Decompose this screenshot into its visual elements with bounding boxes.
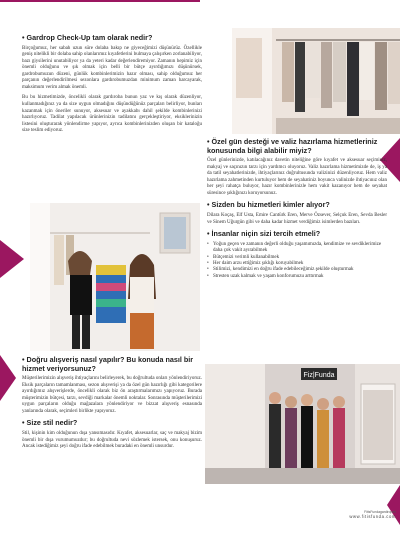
paragraph-gardrop-2: Bu bu hizmetimizde, öncelikli olarak gardıroba bunun yaz ve kış olarak düzenliyor, kullanmadığınız ya da size uygun olmadığını düşündüğünüz parçaları belirliyor, bunları kazanmak için öneriler sunuyor, aksesuar ve ayakkabı dahil şekilde kombinlerinizi hazırlıyoruz. Tadilat yapılacak ürünlerinizin tadilatını gerçekleştiriyor, eksiklerinizin listesini oluşturarak yönlendirme yapıyor, ayrıca kombinlerinizden oluşan bir kataloğu size teslim ediyoruz. [22,95,202,134]
list-item: • Yoğun geçen ve zamanın değerli olduğu yaşamımızda, kendimize ve sevdiklerimize daha çok vakit ayırabilmek [207,242,387,255]
paragraph-stil: Stil, kişinin kim olduğunun dışa yansımasıdır. Kıyafet, aksesuarlar, saç ve makyaj bizim önemli bir dışa vurumumuzdur; bu doğrultuda nevi sözlemek istersek, onu konuşuruz. Ancak istediğimiz şeyi doğru ifade edebilmek buradaki en önemli unsurdur. [22,431,202,450]
photo-event-group [205,364,400,484]
heading-alisveris: • Doğru alışveriş nasıl yapılır? Bu konuda nasıl bir hizmet veriyorsunuz? [22,355,194,373]
store-sign: Fiz|Funda [303,372,335,379]
photo-styling-session [30,203,200,351]
heading-neden: • İnsanlar niçin sizi tercih etmeli? [207,229,321,239]
footer-credit [340,510,396,519]
accent-bar-right-bottom [387,485,400,525]
list-neden [207,242,387,280]
photo-wardrobe-hangers [232,28,400,134]
accent-bar-left-bottom [0,355,16,401]
right-column [207,138,387,283]
list-item: • Her daim arzu ettiğimiz şıklığı koruyabilmek [207,261,387,267]
left-column-lower [22,356,202,455]
website-link[interactable]: www.fitisfunda.com [349,514,396,519]
paragraph-gardrop-1: Birçoğumuz, her sabah uzun süre dolaba bakıp ne giyeceğimizi düşünürüz. Özellikle geniş nitelikli bir dolaba sahip olanlarımız kıyafetlerini bulmaya çalışırken zorlanabiliyor, bazı giysilerini unutabiliyor ya da yeteri kadar değerlendiremiyor. Zamanın hepimiz için önemli olduğunu ve şık olmak için belli bir bütçe ayırdığımızı düşünürsek, gardrobumuzun düzeni, günlük kombinlerimizin hazır olması, sahip olduğumuz her parçanın değerlendirilmesi sezonlara gardırobumuzdan minimum zaman harcayarak, maksimum verim almak önemli. [22,45,202,90]
heading-stil: • Size stil nedir? [22,418,78,428]
accent-bar-top-left [0,0,200,2]
heading-kimler: • Sizden bu hizmetleri kimler alıyor? [207,200,330,210]
paragraph-ozel-gun: Özel günlerinizde, katılacağınız davetin niteliğine göre kıyafet ve aksesuar seçiminiz, makyaj ve saçınızın tarzı için yardımcı oluyoruz. Valiz hazırlama hizmetimizde de, iş ya da tatil seyahatlerinizde, ihtiyaçlarınız doğrultusunda valizinizi düzenliyoruz. Hem valiz hazırlama zahmetinden kurtuluyor hem de seyahatiniz boyunca valinizde ihtiyacınız olan her şeyi rahatça buluyor, hazır kombinlerinizle hem vakit kazanıyor hem de seyahat süresince şıklığınızı koruyorsunuz. [207,158,387,196]
accent-bar-left-mid [0,240,24,278]
social-handle: FitisFundagardiropeti [364,510,396,514]
heading-ozel-gun: • Özel gün desteği ve valiz hazırlama hizmetleriniz konusunda bilgi alabilir miyiz? [207,137,378,155]
paragraph-alisveris: Müşterilerimizin alışveriş ihtiyaçlarını belirleyerek, bu doğrultuda onları yönlendiriyoruz. Eksik parçaların tamamlanması, sezon alışverişi ya da özel gün hazırlığı gibi kategorilere ayırdığımız alışverişlerde, öncelikli olarak biz ön araştırmalarımızı yapıyoruz. Burada müşterimizin bütçesi, tarzı, sevdiği markalar önemli noktalar. Sonrasında müşterilerimizi uygun parçaların olduğu mağazalara yönlendiriyor ve bizzat alışveriş esnasında yanlarında olarak, seçimleri birlikte yapıyoruz. [22,376,202,414]
list-item: • Stilimizi, kendimizi en doğru ifade edebileceğimiz şekilde oluşturmak [207,267,387,273]
heading-gardrop: • Gardrop Check-Up tam olarak nedir? [22,33,153,42]
left-column [22,34,202,139]
paragraph-kimler: Dilara Koçaş, Elf Usta, Emire Cantürk Eren, Merve Özsever, Selçuk Eren, Sevda Besler ve Sinem Uğurgün gibi ve daha kadar hizmet verdiğimiz isimlerden bazıları. [207,213,387,225]
list-item: • Stresten uzak kalmak ve yaşam konforumuzu arttırmak [207,274,387,280]
list-item: • Bütçemizi verimli kullanabilmek [207,255,387,261]
